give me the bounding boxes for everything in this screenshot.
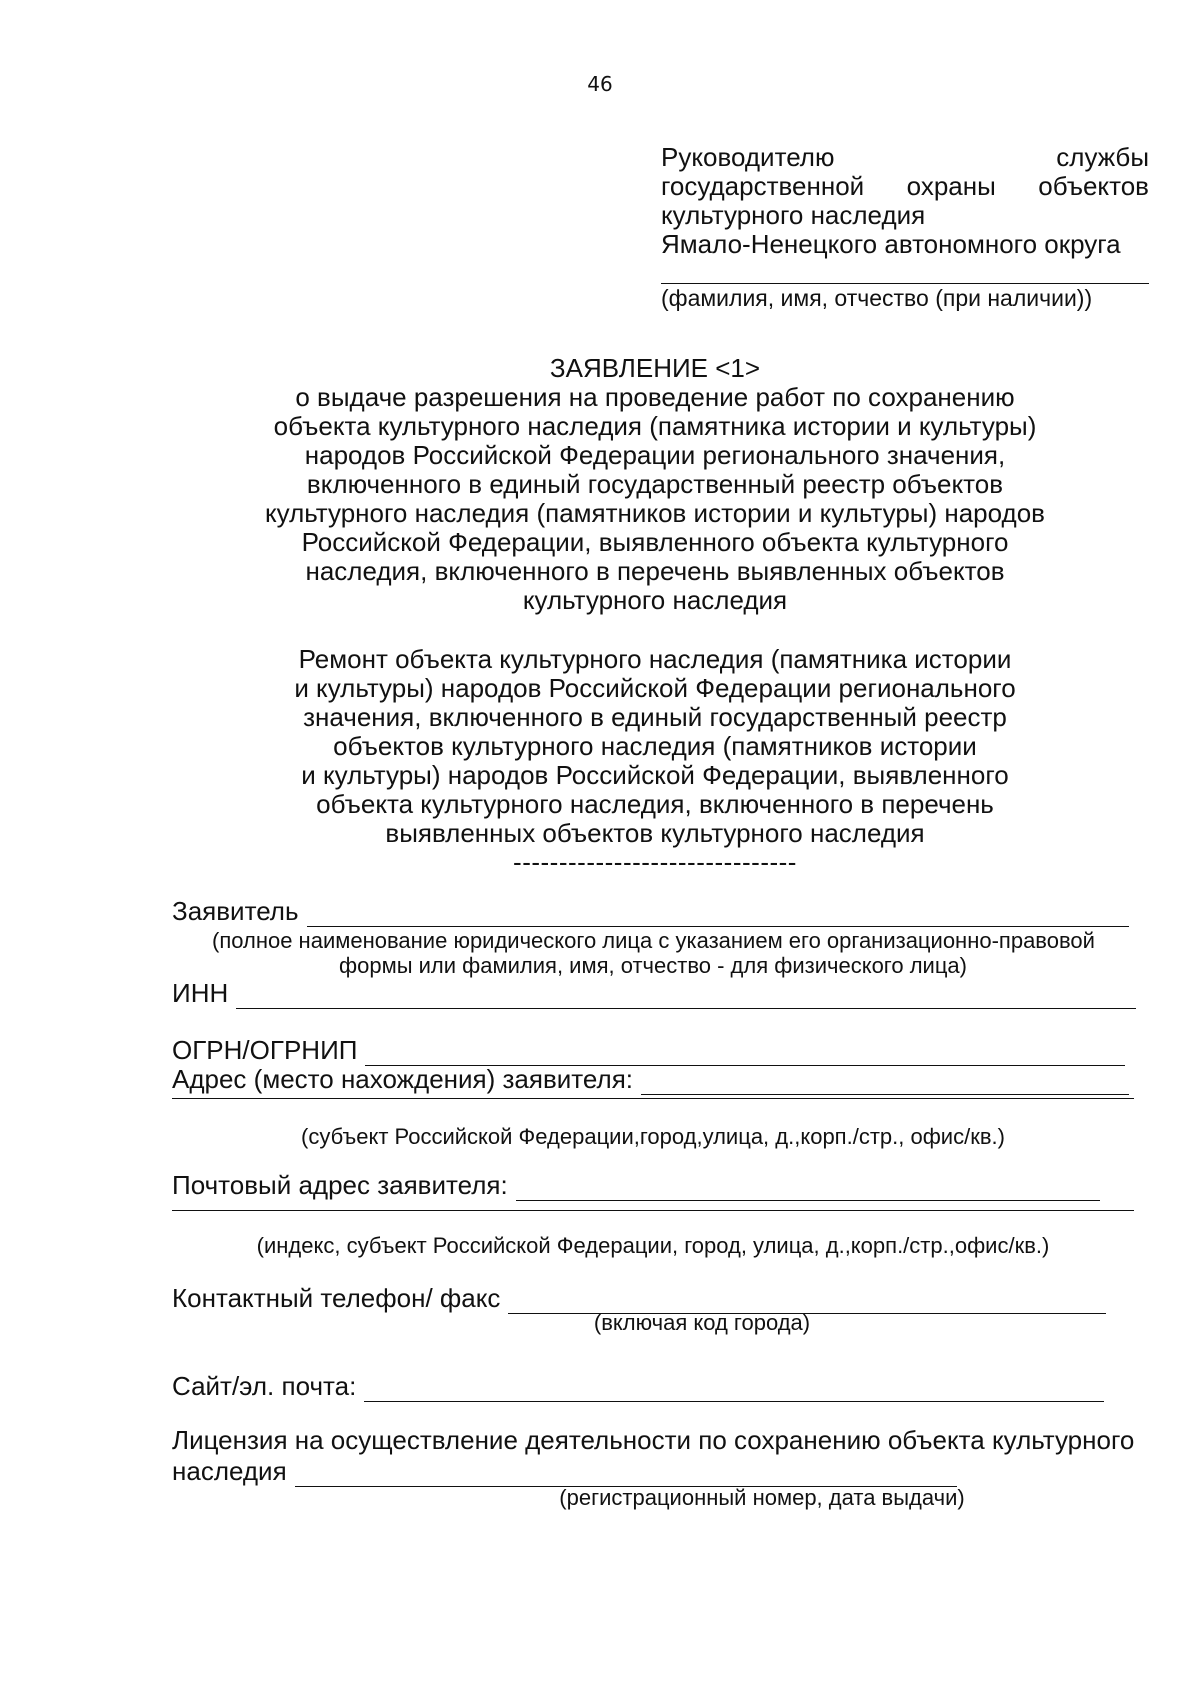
- work-type-line: выявленных объектов культурного наследия: [385, 818, 925, 848]
- work-type-line: значения, включенного в единый государственный реестр: [303, 702, 1007, 732]
- license-field[interactable]: [295, 1462, 957, 1487]
- work-type-line: объектов культурного наследия (памятников истории: [333, 731, 977, 761]
- postal-address-field-line-2[interactable]: [172, 1208, 1134, 1211]
- license-caption: (регистрационный номер, дата выдачи): [559, 1485, 965, 1510]
- addressee-line: Ямало-Ненецкого автономного округа: [661, 229, 1121, 259]
- addressee-line: культурного наследия: [661, 200, 926, 230]
- website-email-label: Сайт/эл. почта:: [172, 1371, 357, 1401]
- postal-address-label: Почтовый адрес заявителя:: [172, 1170, 508, 1200]
- phone-label: Контактный телефон/ факс: [172, 1283, 501, 1313]
- license-label: Лицензия на осуществление деятельности по сохранению объекта культурного: [172, 1425, 1135, 1455]
- postal-address-field[interactable]: [516, 1176, 1100, 1201]
- document-heading: ЗАЯВЛЕНИЕ <1>: [549, 353, 761, 383]
- postal-address-caption: (индекс, субъект Российской Федерации, город, улица, д.,корп./стр.,офис/кв.): [256, 1233, 1050, 1258]
- applicant-caption: (полное наименование юридического лица с указанием его организационно-правовой: [212, 928, 1095, 953]
- ogrn-field[interactable]: [365, 1041, 1125, 1066]
- addressee-block: [661, 143, 1149, 312]
- address-field-line-2[interactable]: [172, 1096, 1134, 1099]
- ogrn-label: ОГРН/ОГРНИП: [172, 1035, 358, 1065]
- application-title: [200, 354, 1110, 877]
- subject-line: объекта культурного наследия (памятника истории и культуры): [273, 411, 1037, 441]
- license-label: наследия: [172, 1456, 287, 1486]
- applicant-label: Заявитель: [172, 896, 299, 926]
- subject-line: Российской Федерации, выявленного объекта культурного: [301, 527, 1009, 557]
- inn-label: ИНН: [172, 978, 229, 1008]
- address-label: Адрес (место нахождения) заявителя:: [172, 1064, 633, 1094]
- work-type-line: объекта культурного наследия, включенного в перечень: [316, 789, 994, 819]
- addressee-name-field[interactable]: [661, 261, 1149, 284]
- address-caption: (субъект Российской Федерации,город,улица, д.,корп./стр., офис/кв.): [301, 1124, 1005, 1149]
- phone-caption: (включая код города): [593, 1310, 811, 1335]
- subject-line: о выдаче разрешения на проведение работ по сохранению: [295, 382, 1015, 412]
- applicant-field[interactable]: [307, 902, 1129, 927]
- addressee-line: государственной охраны объектов: [661, 171, 1149, 201]
- work-type-line: Ремонт объекта культурного наследия (памятника истории: [298, 644, 1012, 674]
- applicant-caption: формы или фамилия, имя, отчество - для физического лица): [339, 953, 967, 978]
- subject-line: включенного в единый государственный реестр объектов: [306, 469, 1004, 499]
- work-type-line: и культуры) народов Российской Федерации регионального: [294, 673, 1016, 703]
- subject-line: культурного наследия: [522, 585, 788, 615]
- website-email-field[interactable]: [364, 1377, 1104, 1402]
- subject-line: культурного наследия (памятников истории и культуры) народов: [265, 498, 1045, 528]
- work-type-line: и культуры) народов Российской Федерации, выявленного: [301, 760, 1009, 790]
- addressee-line: Руководителю службы: [661, 142, 1149, 172]
- separator: -------------------------------: [513, 847, 797, 877]
- subject-line: народов Российской Федерации регионального значения,: [304, 440, 1006, 470]
- page-number: 46: [587, 72, 613, 96]
- addressee-name-caption: (фамилия, имя, отчество (при наличии)): [661, 285, 1093, 311]
- address-field[interactable]: [641, 1070, 1129, 1095]
- subject-line: наследия, включенного в перечень выявленных объектов: [305, 556, 1005, 586]
- inn-field[interactable]: [236, 984, 1136, 1009]
